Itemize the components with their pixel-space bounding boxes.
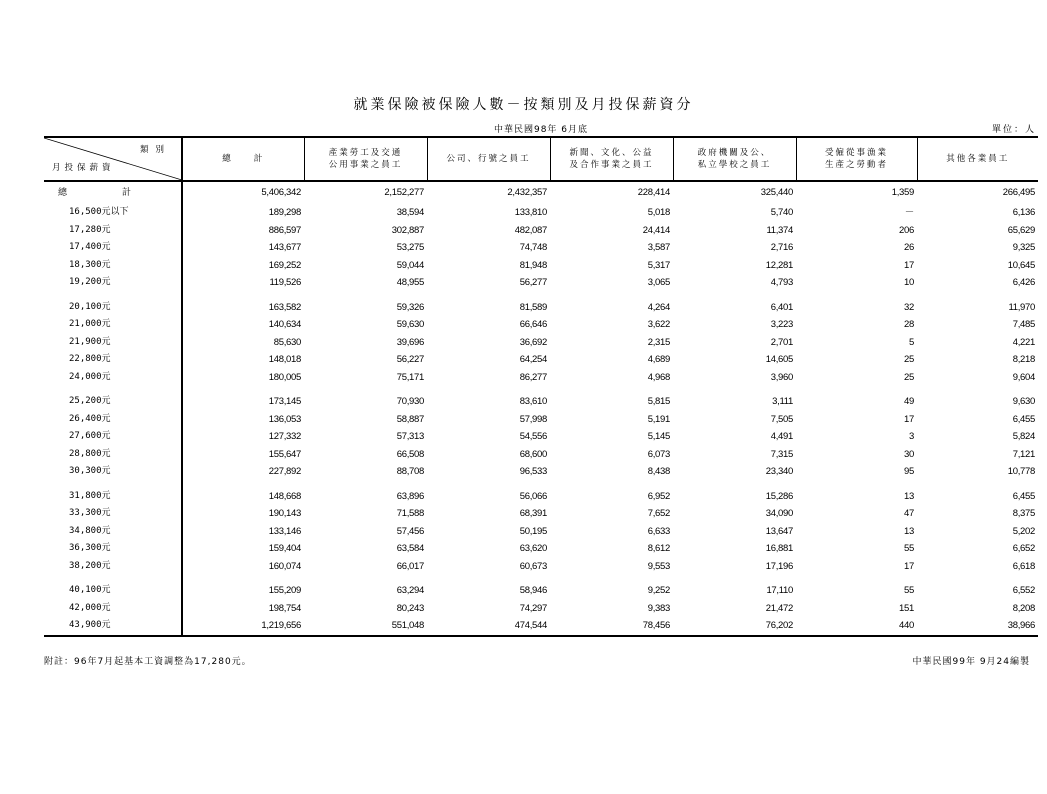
table-cell: 3,111 [772,396,793,407]
table-cell: 8,218 [1012,354,1035,365]
table-cell: 38,594 [396,207,424,218]
table-cell: 155,647 [182,446,304,464]
column-header-line: 政府機關及公、 [697,148,772,158]
total-cell: 266,495 [1002,187,1035,198]
table-row [44,274,1038,292]
column-header-line: 受僱從事漁業 [824,148,888,158]
column-header-line: 公司、行號之員工 [446,154,531,164]
table-cell: 88,708 [396,466,424,477]
table-cell: 4,491 [770,431,793,442]
table-cell: 2,716 [770,242,793,253]
table-cell: 32 [904,301,914,313]
table-cell: 5,824 [1012,431,1035,442]
total-row [44,181,1038,204]
table-cell: 136,053 [182,411,304,429]
table-cell: 23,340 [765,466,793,477]
table-cell: 4,689 [647,354,670,365]
table-cell: 5,317 [647,259,670,271]
table-row [44,481,1038,506]
row-label: 33,300元 [69,508,111,518]
total-cell: 325,440 [760,187,793,198]
total-label [44,181,182,204]
row-label: 40,100元 [69,585,111,595]
table-cell: 54,556 [519,431,547,442]
table-cell: 7,485 [1012,319,1035,330]
table-cell: 1,219,656 [182,617,304,636]
table-cell: 6,455 [1012,413,1035,425]
table-cell: 8,438 [647,466,670,477]
table-row [44,257,1038,275]
table-row [44,411,1038,429]
table-cell: 50,195 [519,525,547,537]
table-cell: 7,505 [770,413,793,425]
row-label: 43,900元 [44,617,182,636]
table-cell: 11,970 [1008,301,1035,313]
table-cell: 17,110 [766,585,793,596]
table-cell: 57,313 [396,431,424,442]
table-cell: 49 [904,396,914,407]
row-label: 30,300元 [69,466,111,476]
table-cell: 15,286 [765,490,793,502]
table-cell: 64,254 [519,354,547,365]
table-cell: 133,810 [514,207,547,218]
table-cell: 55 [904,585,914,596]
column-header-line: 生產之勞動者 [824,160,888,170]
column-header [427,137,550,181]
table-cell: 71,588 [396,508,424,519]
table-row [44,523,1038,541]
table-cell: 302,887 [391,224,424,236]
table-cell: 6,652 [1012,543,1035,554]
table-cell: 66,017 [396,560,424,572]
table-cell: 189,298 [182,204,304,222]
table-cell: 68,391 [519,508,547,519]
row-label: 22,800元 [69,354,111,364]
table-cell: 6,455 [1012,490,1035,502]
table-cell: 148,668 [182,481,304,506]
table-cell: 6,136 [1012,207,1035,218]
column-header-line: 總 計 [222,154,265,164]
table-cell: 59,044 [396,259,424,271]
table-cell: 198,754 [182,600,304,618]
table-row [44,239,1038,257]
table-cell: 9,553 [647,560,670,572]
total-label-a: 總 [58,188,68,198]
table-cell: 56,227 [396,354,424,365]
table-cell: 17 [904,413,914,425]
table-cell: 74,297 [519,602,547,614]
table-cell: 13 [904,525,914,537]
table-cell: 16,881 [765,543,793,554]
table-cell: 551,048 [304,617,427,636]
table-cell: 6,073 [647,448,670,460]
table-cell: 4,264 [647,301,670,313]
table-cell: 9,383 [647,602,670,614]
table-cell: 56,066 [519,490,547,502]
table-cell: 190,143 [182,505,304,523]
column-header-line: 產業勞工及交通 [328,148,403,158]
table-cell: 68,600 [519,448,547,460]
table-cell: 7,121 [1012,448,1035,460]
table-cell: 474,544 [427,617,550,636]
total-cell: 1,359 [891,187,914,198]
table-cell: 70,930 [396,396,424,407]
table-row [44,540,1038,558]
table-cell: 38,966 [917,617,1038,636]
table-cell: 160,074 [182,558,304,576]
footer [44,654,1038,666]
table-cell: 9,630 [1012,396,1035,407]
table-cell: 30 [904,448,914,460]
table-cell: 26 [904,242,914,253]
table-cell: 59,326 [396,301,424,313]
table-row [44,558,1038,576]
corner-salary-label: 月投保薪資 [52,163,115,173]
table-cell: 6,952 [647,490,670,502]
table-cell: 17,196 [765,560,793,572]
subtitle-row [44,122,1038,136]
table-cell: 9,325 [1012,242,1035,253]
row-label: 21,000元 [69,319,111,329]
table-cell: 9,604 [1012,371,1035,383]
table-cell: 180,005 [182,369,304,387]
row-label: 27,600元 [69,431,111,441]
table-cell: 60,673 [519,560,547,572]
total-cell: 228,414 [637,187,670,198]
table-cell: 151 [899,602,914,614]
table-cell: 3,223 [770,319,793,330]
table-row [44,351,1038,369]
table-cell: 5 [909,336,914,348]
total-cell: 2,432,357 [507,187,547,198]
table-cell: 13,647 [765,525,793,537]
total-cell: 5,406,342 [182,181,304,204]
table-cell: 119,526 [182,274,304,292]
row-label: 34,800元 [69,525,111,536]
table-cell: 2,315 [647,336,670,348]
table-cell: 17 [904,259,914,271]
table-cell: 25 [904,354,914,365]
table-cell: 206 [899,224,914,236]
row-label: 17,280元 [69,224,111,235]
row-label: 19,200元 [69,277,111,287]
table-cell: 4,968 [647,371,670,383]
table-row [44,386,1038,411]
table-cell: 81,948 [519,259,547,271]
row-label: 18,300元 [69,259,111,270]
table-cell: 3,065 [647,277,670,288]
table-row [44,316,1038,334]
table-cell: 48,955 [396,277,424,288]
table-cell: 5,740 [770,207,793,218]
table-cell: 173,145 [182,386,304,411]
total-label-b: 計 [122,188,132,198]
table-cell: 6,401 [770,301,793,313]
table-cell: 47 [904,508,914,519]
table-cell: 80,243 [396,602,424,614]
table-cell: 10,645 [1007,259,1035,271]
row-label: 36,300元 [69,543,111,553]
table-cell: 140,634 [182,316,304,334]
table-cell: 5,202 [1012,525,1035,537]
table-row [44,334,1038,352]
table-cell: 3,622 [647,319,670,330]
table-cell: 17 [904,560,914,572]
table-cell: 75,171 [396,371,424,383]
column-header-line: 及合作事業之員工 [569,160,654,170]
table-cell: 155,209 [182,575,304,600]
table-cell: 66,508 [396,448,424,460]
table-cell: 8,612 [647,543,670,554]
table-cell: 63,584 [396,543,424,554]
report-date: 中華民國98年 6月底 [493,125,589,135]
table-cell: 5,815 [647,396,670,407]
table-row [44,463,1038,481]
table-row [44,428,1038,446]
table-cell: 5,191 [647,413,670,425]
table-cell: 482,087 [514,224,547,236]
table-cell: 59,630 [396,319,424,330]
table-row [44,617,1038,636]
table-cell: 55 [904,543,914,554]
table-cell: 83,610 [519,396,547,407]
table-row [44,600,1038,618]
table-cell: 12,281 [765,259,793,271]
column-header [796,137,917,181]
table-cell: 34,090 [765,508,793,519]
table-row [44,446,1038,464]
table-cell: 4,221 [1012,336,1035,348]
table-cell: 10,778 [1007,466,1035,477]
table-cell: 53,275 [396,242,424,253]
header-row [44,137,1038,181]
table-cell: 8,375 [1012,508,1035,519]
table-cell: 4,793 [770,277,793,288]
table-row [44,505,1038,523]
row-label: 25,200元 [69,396,111,406]
row-label: 26,400元 [69,413,111,424]
row-label: 21,900元 [69,336,111,347]
table-cell: 25 [904,371,914,383]
table-cell: 143,677 [182,239,304,257]
table-cell: 57,456 [396,525,424,537]
table-cell: 9,252 [647,585,670,596]
row-label: 42,000元 [69,602,111,613]
table-cell: 148,018 [182,351,304,369]
table-cell: 5,018 [647,207,670,218]
table-cell: 96,533 [519,466,547,477]
table-cell: 440 [796,617,917,636]
table-cell: 127,332 [182,428,304,446]
table-row [44,575,1038,600]
row-label: 17,400元 [69,242,111,252]
table-cell: 78,456 [550,617,673,636]
table-cell: 227,892 [182,463,304,481]
table-cell: 8,208 [1012,602,1035,614]
table-cell: 11,374 [766,224,793,236]
data-table [44,136,1038,637]
corner-category-label: 類別 [139,145,171,155]
column-header [917,137,1038,181]
row-label: 38,200元 [69,560,111,571]
table-cell: 63,620 [519,543,547,554]
table-row [44,369,1038,387]
table-body [44,181,1038,636]
table-cell: － [904,207,914,218]
table-cell: 159,404 [182,540,304,558]
table-cell: 10 [904,277,914,288]
table-cell: 65,629 [1007,224,1035,236]
table-cell: 886,597 [182,222,304,240]
unit-label: 單位：人 [991,125,1036,135]
table-cell: 3 [909,431,914,442]
table-cell: 66,646 [519,319,547,330]
table-cell: 6,618 [1012,560,1035,572]
row-label: 31,800元 [69,490,111,501]
column-header-line: 新聞、文化、公益 [569,148,654,158]
table-cell: 57,998 [519,413,547,425]
column-header [673,137,796,181]
table-cell: 6,633 [647,525,670,537]
row-label: 24,000元 [69,371,111,382]
table-cell: 3,587 [647,242,670,253]
table-cell: 7,652 [647,508,670,519]
table-cell: 14,605 [765,354,793,365]
row-label: 28,800元 [69,448,111,459]
column-header-line: 公用事業之員工 [328,160,403,170]
table-cell: 36,692 [519,336,547,348]
table-cell: 21,472 [765,602,793,614]
total-cell: 2,152,277 [384,187,424,198]
table-row [44,204,1038,222]
table-cell: 5,145 [647,431,670,442]
table-cell: 85,630 [182,334,304,352]
table-cell: 3,960 [770,371,793,383]
column-header [304,137,427,181]
page-title: 就業保險被保險人數－按類別及月投保薪資分 [353,97,694,113]
table-cell: 63,294 [396,585,424,596]
row-label: 20,100元 [69,301,111,312]
table-cell: 169,252 [182,257,304,275]
table-cell: 58,887 [396,413,424,425]
table-cell: 133,146 [182,523,304,541]
footnote: 附註：96年7月起基本工資調整為17,280元。 [44,657,252,667]
table-cell: 2,701 [770,336,793,348]
column-header [182,137,304,181]
table-cell: 28 [904,319,914,330]
compiled-date: 中華民國99年 9月24編製 [912,657,1030,667]
table-cell: 13 [904,490,914,502]
table-cell: 6,426 [1012,277,1035,288]
column-header-line: 其他各業員工 [946,154,1010,164]
table-cell: 6,552 [1012,585,1035,596]
column-header [550,137,673,181]
table-cell: 81,589 [519,301,547,313]
column-header-line: 私立學校之員工 [697,160,772,170]
table-cell: 74,748 [519,242,547,253]
table-cell: 163,582 [182,292,304,317]
row-label: 16,500元以下 [69,207,129,217]
table-row [44,222,1038,240]
table-cell: 39,696 [396,336,424,348]
table-cell: 95 [904,466,914,477]
table-cell: 76,202 [673,617,796,636]
table-cell: 63,896 [396,490,424,502]
table-cell: 24,414 [642,224,670,236]
corner-header [44,137,182,181]
table-cell: 56,277 [519,277,547,288]
table-cell: 58,946 [519,585,547,596]
table-cell: 7,315 [770,448,793,460]
table-row [44,292,1038,317]
table-cell: 86,277 [519,371,547,383]
